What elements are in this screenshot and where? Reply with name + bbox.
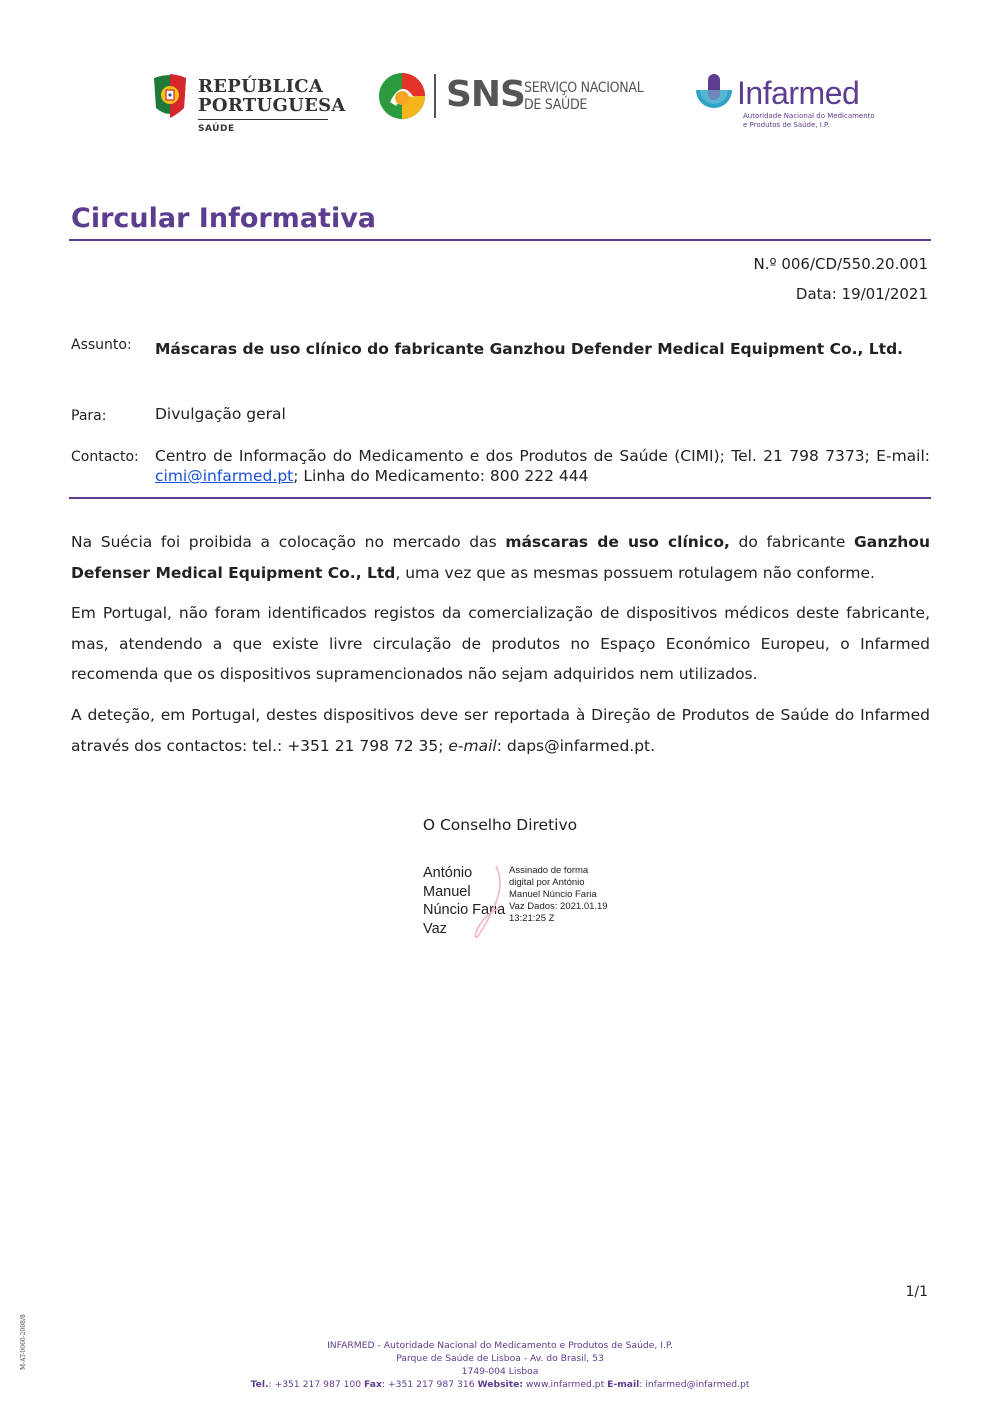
contact-text: [155, 446, 930, 486]
p1-text-e: , uma vez que as mesmas possuem rotulagem não conforme.: [395, 563, 875, 582]
footer-tel-label: Tel.: [250, 1379, 269, 1390]
footer-contacts: [0, 1378, 1000, 1391]
contact-text-pre: Centro de Informação do Medicamento e dos Produtos de Saúde (CIMI); Tel. 21 798 7373; E-mail:: [155, 447, 930, 465]
p3-text-a: A deteção, em Portugal, destes dispositivos deve ser reportada à Direção de Produtos de Saúde do Infarmed através dos contactos: tel.: +351 21 798 72 35;: [71, 706, 930, 755]
infarmed-logo: [693, 72, 873, 136]
footer-line-1: INFARMED - Autoridade Nacional do Medicamento e Produtos de Saúde, I.P.: [327, 1340, 673, 1351]
portuguesa-text: PORTUGUESA: [198, 95, 346, 116]
footer-fax: : +351 217 987 316: [381, 1379, 478, 1390]
sns-divider: [434, 74, 436, 118]
contact-text-post: ; Linha do Medicamento: 800 222 444: [293, 467, 589, 485]
footer-tel: : +351 217 987 100: [268, 1379, 365, 1390]
infarmed-text: Infarmed: [737, 75, 860, 111]
p1-text-a: Na Suécia foi proibida a colocação no mercado das: [71, 533, 506, 551]
p3-italic-email: e-mail: [448, 736, 497, 755]
body-paragraph-3: [71, 700, 930, 761]
footer-website[interactable]: www.infarmed.pt: [523, 1379, 608, 1390]
form-code: M-AT-0060-2008/8: [20, 1314, 27, 1370]
recipient-label: Para:: [71, 408, 107, 424]
document-title: Circular Informativa: [71, 203, 377, 234]
digital-signature-details: Assinado de forma digital por António Manuel Núncio Faria Vaz Dados: 2021.01.19 13:21:25 Z: [509, 865, 608, 924]
p1-bold-manufacturer: Ganzhou Defenser Medical Equipment Co., Ltd: [71, 533, 930, 582]
header-divider: [69, 497, 931, 499]
sns-subtitle-line1: SERVIÇO NACIONAL: [524, 80, 644, 96]
republica-portuguesa-logo: [150, 72, 346, 136]
contact-email-link[interactable]: cimi@infarmed.pt: [155, 467, 294, 485]
republica-text: REPÚBLICA: [198, 76, 324, 97]
page-footer: [0, 1339, 1000, 1391]
header-logos: [0, 68, 1000, 138]
sns-text: SNS: [446, 74, 525, 115]
signature-name: António Manuel Núncio Faria Vaz: [423, 865, 506, 937]
p1-bold-product: máscaras de uso clínico,: [505, 533, 730, 551]
document-date: Data: 19/01/2021: [795, 285, 928, 303]
recipient-text: Divulgação geral: [155, 405, 286, 423]
signature-scribble-icon: [466, 862, 510, 942]
footer-website-label: Website:: [477, 1379, 523, 1390]
logo-divider: [198, 119, 328, 120]
body-paragraph-1: [71, 527, 930, 588]
footer-fax-label: Fax: [364, 1379, 382, 1390]
footer-email-label: E-mail: [607, 1379, 640, 1390]
contact-label: Contacto:: [71, 449, 139, 465]
subject-label: Assunto:: [71, 337, 132, 353]
infarmed-subtitle-line1: Autoridade Nacional do Medicamento: [743, 112, 875, 120]
subject-text: Máscaras de uso clínico do fabricante Ganzhou Defender Medical Equipment Co., Ltd.: [155, 340, 904, 358]
title-divider: [69, 239, 931, 241]
reference-number: N.º 006/CD/550.20.001: [753, 255, 928, 273]
sns-subtitle-line2: DE SAÚDE: [524, 97, 588, 113]
page-number: 1/1: [905, 1284, 928, 1300]
footer-email[interactable]: : infarmed@infarmed.pt: [639, 1379, 750, 1390]
infarmed-subtitle-line2: e Produtos de Saúde, I.P.: [743, 121, 830, 129]
infarmed-emblem-icon: [693, 74, 735, 118]
saude-text: SAÚDE: [198, 124, 235, 134]
p3-text-c: : daps@infarmed.pt.: [496, 736, 656, 755]
portuguese-flag-emblem-icon: [150, 74, 190, 120]
signatory-council: O Conselho Diretivo: [422, 816, 578, 834]
p1-text-c: do fabricante: [729, 533, 855, 551]
footer-line-3: 1749-004 Lisboa: [461, 1366, 539, 1377]
footer-line-2: Parque de Saúde de Lisboa - Av. do Brasil, 53: [396, 1353, 604, 1364]
sns-logo: [378, 72, 648, 122]
sns-emblem-icon: [378, 72, 426, 120]
body-paragraph-2: Em Portugal, não foram identificados registos da comercialização de dispositivos médicos deste fabricante, mas, atendendo a que existe livre circulação de produtos no Espaço Económico Europeu, o Infarmed recomenda que os dispositivos supramencionados não sejam adquiridos nem utilizados.: [71, 604, 930, 683]
